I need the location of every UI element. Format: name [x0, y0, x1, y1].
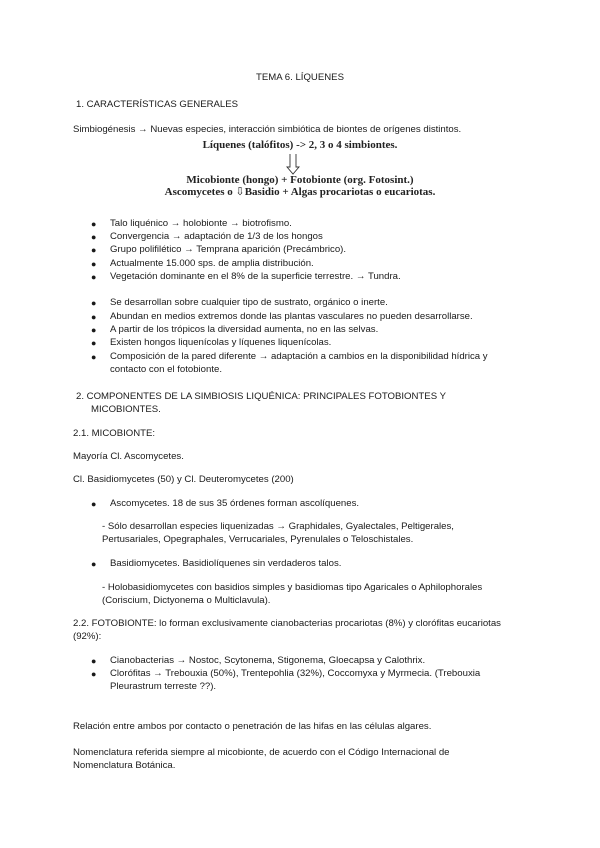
page-title: TEMA 6. LÍQUENES — [256, 72, 344, 83]
paragraph-cont: Nomenclatura Botánica. — [73, 760, 176, 771]
list-item: Talo liquénico → holobionte → biotrofismo. — [110, 218, 292, 229]
bullet-dot: ● — [91, 232, 97, 242]
sub-paragraph-cont: Pertusariales, Opegraphales, Verrucariales, Pyrenulales o Teloschistales. — [102, 534, 414, 545]
paragraph: Nomenclatura referida siempre al micobionte, de acuerdo con el Código Internacional de — [73, 747, 450, 758]
bullet-dot: ● — [91, 312, 97, 322]
list-item: Vegetación dominante en el 8% de la superficie terrestre. → Tundra. — [110, 271, 401, 282]
bullet-dot: ● — [91, 219, 97, 229]
paragraph: Relación entre ambos por contacto o penetración de las hifas en las células algares. — [73, 721, 432, 732]
subsection-2-2-heading-cont: (92%): — [73, 631, 102, 642]
list-item: Existen hongos liquenícolas y líquenes liquenícolas. — [110, 337, 332, 348]
list-item: Convergencia → adaptación de 1/3 de los hongos — [110, 231, 323, 242]
list-item: Basidiomycetes. Basidiolíquenes sin verdaderos talos. — [110, 558, 342, 569]
bullet-dot: ● — [91, 499, 97, 509]
paragraph: Mayoría Cl. Ascomycetes. — [73, 451, 184, 462]
bullet-dot: ● — [91, 245, 97, 255]
diagram-line-3: Ascomycetes o ⇩Basidio + Algas procariotas o eucariotas. — [164, 186, 436, 198]
sub-paragraph-cont: (Coriscium, Dictyonema o Multiclavula). — [102, 595, 271, 606]
sub-paragraph: - Sólo desarrollan especies liquenizadas → Graphidales, Gyalectales, Peltigerales, — [102, 521, 454, 532]
list-item: Grupo polifilético → Temprana aparición (Precámbrico). — [110, 244, 347, 255]
bullet-dot: ● — [91, 272, 97, 282]
subsection-2-2-heading: 2.2. FOTOBIONTE: lo forman exclusivamente cianobacterias procariotas (8%) y clorófitas eucariotas — [73, 618, 501, 629]
list-item: Cianobacterias → Nostoc, Scytonema, Stigonema, Gloecapsa y Calothrix. — [110, 655, 426, 666]
bullet-dot: ● — [91, 298, 97, 308]
section-2-heading: 2. COMPONENTES DE LA SIMBIOSIS LIQUÉNICA: PRINCIPALES FOTOBIONTES Y — [76, 391, 446, 402]
bullet-dot: ● — [91, 559, 97, 569]
list-item: Actualmente 15.000 sps. de amplia distribución. — [110, 258, 314, 269]
bullet-dot: ● — [91, 352, 97, 362]
sub-paragraph: - Holobasidiomycetes con basidios simples y basidiomas tipo Agaricales o Aphilophorales — [102, 582, 483, 593]
list-item: Ascomycetes. 18 de sus 35 órdenes forman ascolíquenes. — [110, 498, 360, 509]
intro-line: Simbiogénesis → Nuevas especies, interacción simbiótica de biontes de orígenes distintos. — [73, 124, 462, 135]
bullet-dot: ● — [91, 259, 97, 269]
list-item: A partir de los trópicos la diversidad aumenta, no en las selvas. — [110, 324, 379, 335]
down-arrow-icon — [286, 153, 300, 175]
bullet-dot: ● — [91, 338, 97, 348]
section-1-heading: 1. CARACTERÍSTICAS GENERALES — [76, 99, 239, 110]
subsection-2-1-heading: 2.1. MICOBIONTE: — [73, 428, 156, 439]
paragraph: Cl. Basidiomycetes (50) y Cl. Deuteromycetes (200) — [73, 474, 294, 485]
list-item: Composición de la pared diferente → adaptación a cambios en la disponibilidad hídrica y — [110, 351, 488, 362]
list-item: Abundan en medios extremos donde las plantas vasculares no pueden desarrollarse. — [110, 311, 473, 322]
bullet-dot: ● — [91, 325, 97, 335]
diagram-line-1: Líquenes (talófitos) -> 2, 3 o 4 simbiontes. — [202, 139, 398, 151]
list-item-continuation: contacto con el fotobionte. — [110, 364, 223, 375]
bullet-dot: ● — [91, 669, 97, 679]
list-item-continuation: Pleurastrum terreste ??). — [110, 681, 217, 692]
list-item: Se desarrollan sobre cualquier tipo de sustrato, orgánico o inerte. — [110, 297, 388, 308]
diagram-line-2: Micobionte (hongo) + Fotobionte (org. Fotosint.) — [186, 174, 414, 186]
bullet-dot: ● — [91, 656, 97, 666]
section-2-heading-cont: MICOBIONTES. — [91, 404, 161, 415]
list-item: Clorófitas → Trebouxia (50%), Trentepohlia (32%), Coccomyxa y Myrmecia. (Trebouxia — [110, 668, 481, 679]
